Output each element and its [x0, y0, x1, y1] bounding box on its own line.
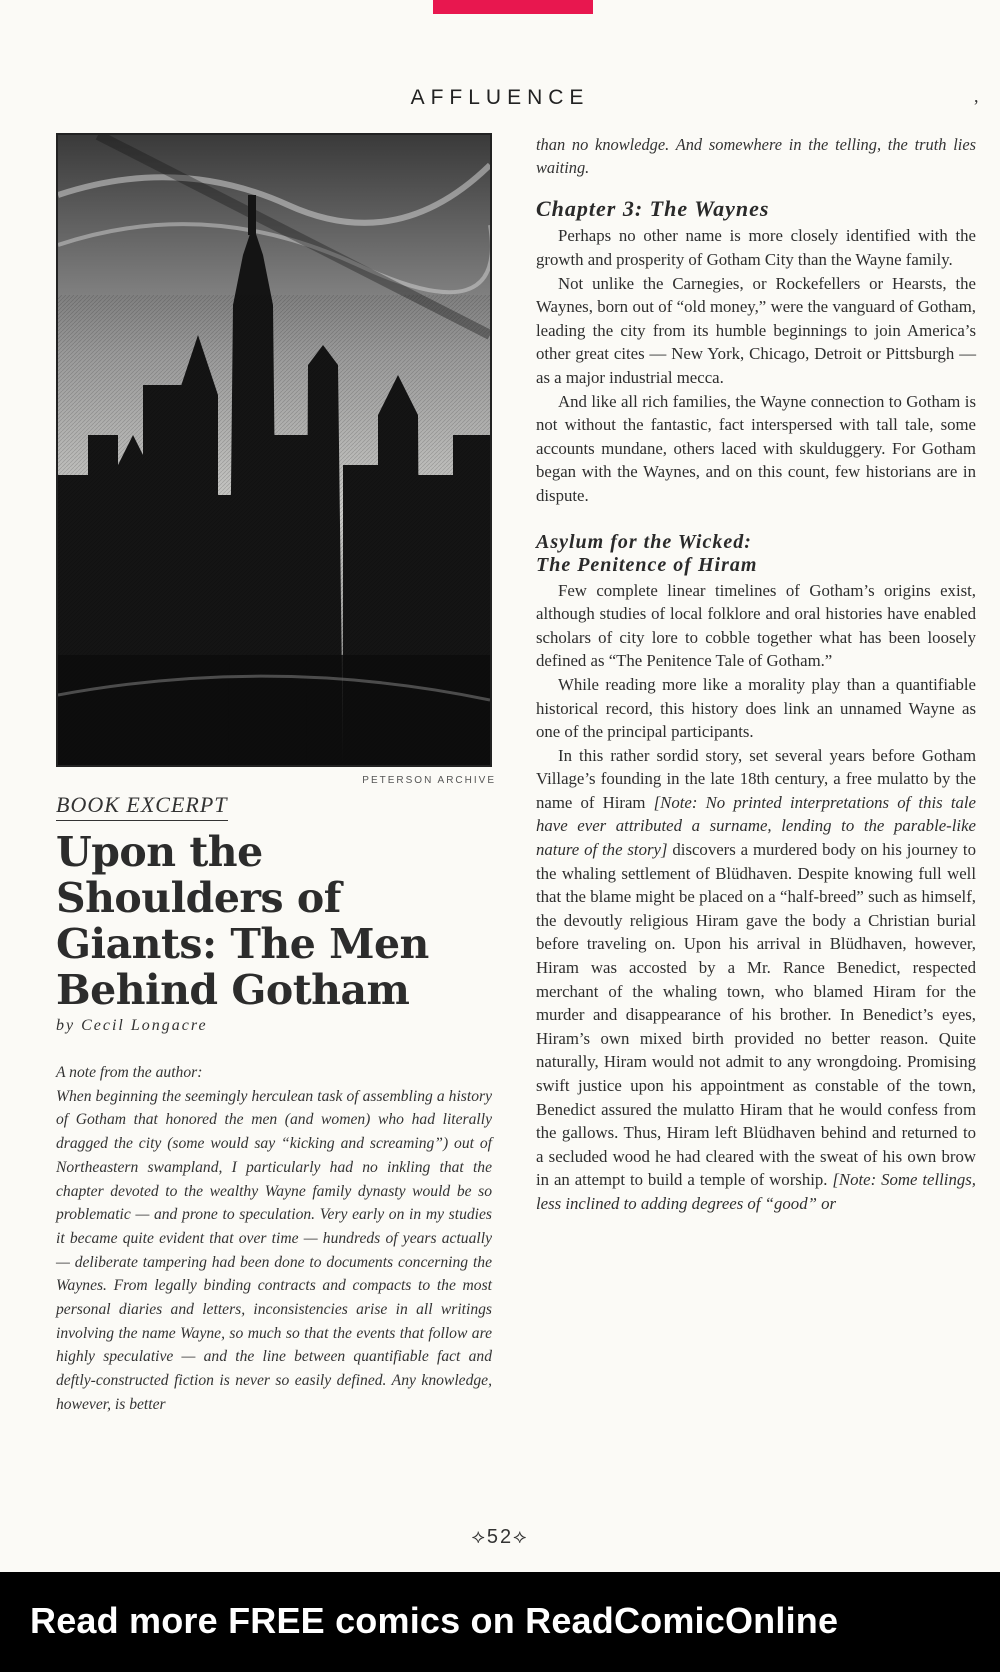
paragraph-text: discovers a murdered body on his journey to the whaling settlement of Blüdhaven. Despite knowing full well that the blame might be placed on a “half-breed” such as himself, the devoutly religious Hiram gave the body a Christian burial before traveling on. Upon his arrival in Blüdhaven, however, Hiram was accosted by a Mr. Rance Benedict, respected merchant of the whaling town, who blamed Hiram for the murder and disappearance of his brother. In Benedict’s eyes, Hiram’s own mixed birth provided no better reason. Quite naturally, Hiram would not admit to any wrongdoing. Promising swift justice upon his appointment as constable of the town, Benedict assured the mulatto Hiram that he would confess from the gallows. Thus, Hiram left Blüdhaven behind and returned to a secluded wood he had cleared with the sweat of his own brow in an attempt to build a temple of worship. [536, 840, 976, 1190]
article-kicker: BOOK EXCERPT [56, 792, 228, 821]
subsection-heading-line: Asylum for the Wicked: [536, 530, 752, 553]
byline: by Cecil Longacre [56, 1017, 208, 1034]
right-column [536, 133, 976, 1216]
headline-line: Shoulders of [56, 874, 341, 922]
gotham-skyline-illustration [56, 133, 492, 767]
article-headline [56, 829, 492, 1013]
subsection-heading [536, 531, 976, 577]
image-credit: PETERSON ARCHIVE [362, 775, 496, 786]
page-number: ⟡52⟡ [471, 1526, 529, 1548]
section-title: AFFLUENCE [410, 86, 590, 109]
header-corner-mark: , [974, 86, 979, 106]
editorial-note: [Note: No printed interpretations of this tale have ever attributed a surname, lending to the parable-like nature of the story] [536, 792, 976, 860]
skyline-art [58, 135, 490, 765]
headline-line: Behind Gotham [56, 966, 410, 1014]
read-more-link[interactable]: Read more FREE comics on ReadComicOnline [30, 1600, 839, 1641]
chapter-heading: Chapter 3: The Waynes [536, 196, 770, 222]
paragraph [536, 744, 976, 1216]
paragraph: Few complete linear timelines of Gotham’s origins exist, although studies of local folklore and oral histories have enabled scholars of city lore to cobble together what has been loosely defined as “The Penitence Tale of Gotham.” [536, 580, 976, 671]
author-note-text: When beginning the seemingly herculean task of assembling a history of Gotham that honored the men (and women) who had literally dragged the city (some would say “kicking and screaming”) out of Northeastern swampland, I particularly had no inkling that the chapter devoted to the wealthy Wayne family dynasty would be so problematic — and prone to speculation. Very early on in my studies it became quite evident that over time — hundreds of years actually — deliberate tampering had been done to documents concerning the Waynes. From legally binding contracts and compacts to the most personal diaries and letters, inconsistencies arise in all writings involving the name Wayne, so much so that the events that follow are highly speculative — and the line between quantifiable fact and deftly-constructed fiction is never so easily defined. Any knowledge, however, is better [56, 1087, 492, 1413]
author-note [56, 1061, 492, 1417]
paragraph: While reading more like a morality play than a quantifiable historical record, this history does link an unnamed Wayne as one of the principal participants. [536, 674, 976, 742]
paragraph: And like all rich families, the Wayne connection to Gotham is not without the fantastic, fact interspersed with tall tale, some accounts mundane, others laced with skulduggery. For Gotham began with the Waynes, and on this count, few historians are in dispute. [536, 391, 976, 505]
paragraph: Perhaps no other name is more closely identified with the growth and prosperity of Gotham City than the Wayne family. [536, 226, 976, 269]
footer-banner [0, 1572, 1000, 1672]
paragraph-text: In this rather sordid story, set several years before Gotham Village’s founding in the late 18th century, a free mulatto by the name of Hiram [536, 745, 976, 812]
subsection-body [536, 579, 976, 1216]
headline-line: Upon the [56, 828, 263, 876]
author-note-continued: than no knowledge. And somewhere in the telling, the truth lies waiting. [536, 135, 976, 178]
section-color-tab [433, 0, 593, 14]
headline-line: Giants: The Men [56, 920, 429, 968]
subsection-heading-line: The Penitence of Hiram [536, 553, 758, 576]
chapter-body [536, 224, 976, 507]
paragraph: Not unlike the Carnegies, or Rockefellers or Hearsts, the Waynes, born out of “old money,” were the vanguard of Gotham, leading the city from its humble beginnings to join America’s other great cites — New York, Chicago, Detroit or Pittsburgh — as a major industrial mecca. [536, 273, 976, 387]
left-column [56, 133, 496, 1417]
author-note-label: A note from the author: [56, 1064, 203, 1081]
editorial-note: [Note: Some tellings, less inclined to adding degrees of “good” or [536, 1170, 976, 1213]
